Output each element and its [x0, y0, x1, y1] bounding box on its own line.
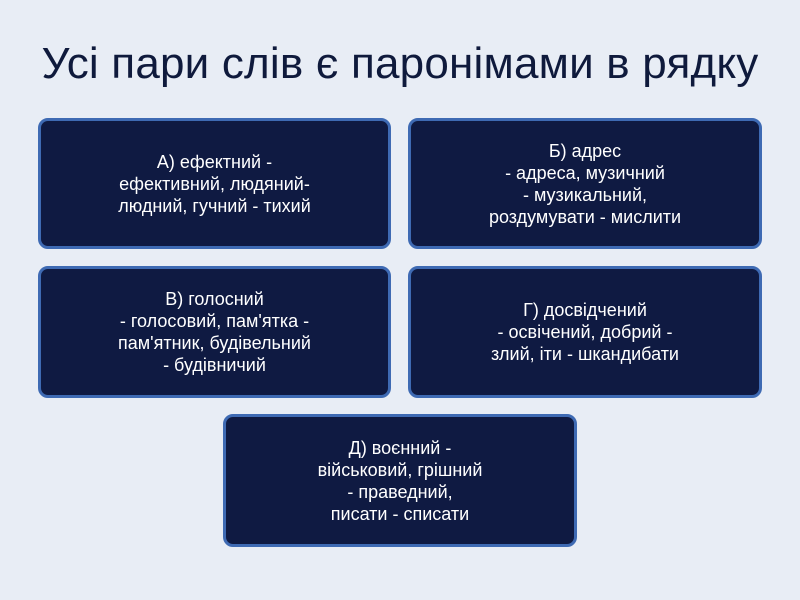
- answer-option-v[interactable]: [38, 266, 391, 398]
- answer-option-d[interactable]: [223, 414, 577, 547]
- answer-option-d-text: Д) воєнний - військовий, грішний - праведний, писати - списати: [317, 437, 483, 524]
- answer-option-v-text: В) голосний - голосовий, пам'ятка - пам'ятник, будівельний - будівничий: [118, 289, 311, 375]
- answer-option-g[interactable]: [408, 266, 762, 398]
- answer-option-a-text: А) ефектний - ефективний, людяний- людний, гучний - тихий: [118, 151, 311, 216]
- answer-option-b[interactable]: [408, 118, 762, 249]
- answer-option-a[interactable]: [38, 118, 391, 249]
- answer-option-g-text: Г) досвідчений - освічений, добрий - злий, іти - шкандибати: [491, 300, 679, 364]
- question-title: Усі пари слів є паронімами в рядку: [41, 39, 759, 88]
- answer-option-b-text: Б) адрес - адреса, музичний - музикальний, роздумувати - мислити: [488, 140, 682, 227]
